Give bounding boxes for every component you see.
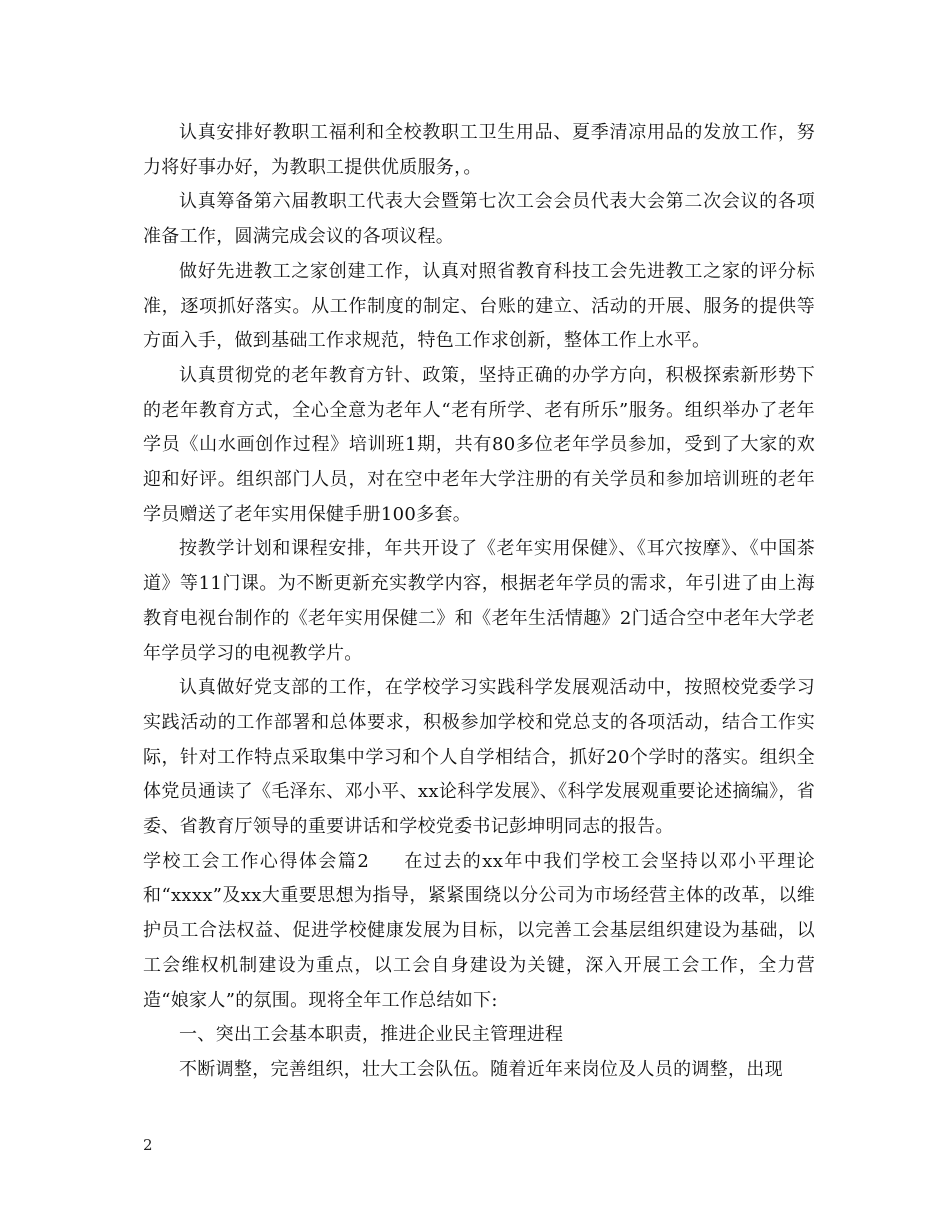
paragraph-welfare: 认真安排好教职工福利和全校教职工卫生用品、夏季清凉用品的发放工作，努力将好事办好，为教职工提供优质服务，。 — [143, 122, 815, 178]
paragraph-party-branch: 认真做好党支部的工作，在学校学习实践科学发展观活动中，按照校党委学习实践活动的工作部署和总体要求，积极参加学校和党总支的各项活动，结合工作实际，针对工作特点采取集中学习和个人自学相结合，抓好20个学时的落实。组织全体党员通读了《毛泽东、邓小平、xx论科学发展》、《科学发展观重要论述摘编》，省委、省教育厅领导的重要讲话和学校党委书记彭坤明同志的报告。 — [143, 677, 815, 838]
paragraph-congress-preparation: 认真筹备第六届教职工代表大会暨第七次工会会员代表大会第二次会议的各项准备工作，圆满完成会议的各项议程。 — [143, 191, 815, 248]
paragraph-organization: 不断调整，完善组织，壮大工会队伍。随着近年来岗位及人员的调整，出现 — [179, 1058, 783, 1080]
section-paragraph — [143, 845, 815, 1019]
section-text: 在过去的xx年中我们学校工会坚持以邓小平理论和“xxxx”及xx大重要思想为指导，紧紧围绕以分公司为市场经营主体的改革，以维护员工合法权益、促进学校健康发展为目标，以完善工会基层组织建设为基础，以工会维权机制建设为重点，以工会自身建设为关键，深入开展工会工作，全力营造“娘家人”的氛围。现将全年工作总结如下: — [143, 850, 815, 1011]
page-number: 2 — [143, 1136, 153, 1154]
subheading: 一、突出工会基本职责，推进企业民主管理进程 — [179, 1024, 564, 1046]
section-heading: 学校工会工作心得体会篇2 — [143, 850, 370, 872]
paragraph-advanced-home: 做好先进教工之家创建工作，认真对照省教育科技工会先进教工之家的评分标准，逐项抓好落实。从工作制度的制定、台账的建立、活动的开展、服务的提供等方面入手，做到基础工作求规范，特色工作求创新，整体工作上水平。 — [143, 260, 815, 352]
document-body — [143, 116, 815, 1088]
paragraph-elderly-education: 认真贯彻党的老年教育方针、政策，坚持正确的办学方向，积极探索新形势下的老年教育方式，全心全意为老年人“老有所学、老有所乐”服务。组织举办了老年学员《山水画创作过程》培训班1期，共有80多位老年学员参加，受到了大家的欢迎和好评。组织部门人员，对在空中老年大学注册的有关学员和参加培训班的老年学员赠送了老年实用保健手册100多套。 — [143, 364, 815, 525]
paragraph-teaching-plan: 按教学计划和课程安排，年共开设了《老年实用保健》、《耳穴按摩》、《中国茶道》等11门课。为不断更新充实教学内容，根据老年学员的需求，年引进了由上海教育电视台制作的《老年实用保健二》和《老年生活情趣》2门适合空中老年大学老年学员学习的电视教学片。 — [143, 538, 815, 664]
